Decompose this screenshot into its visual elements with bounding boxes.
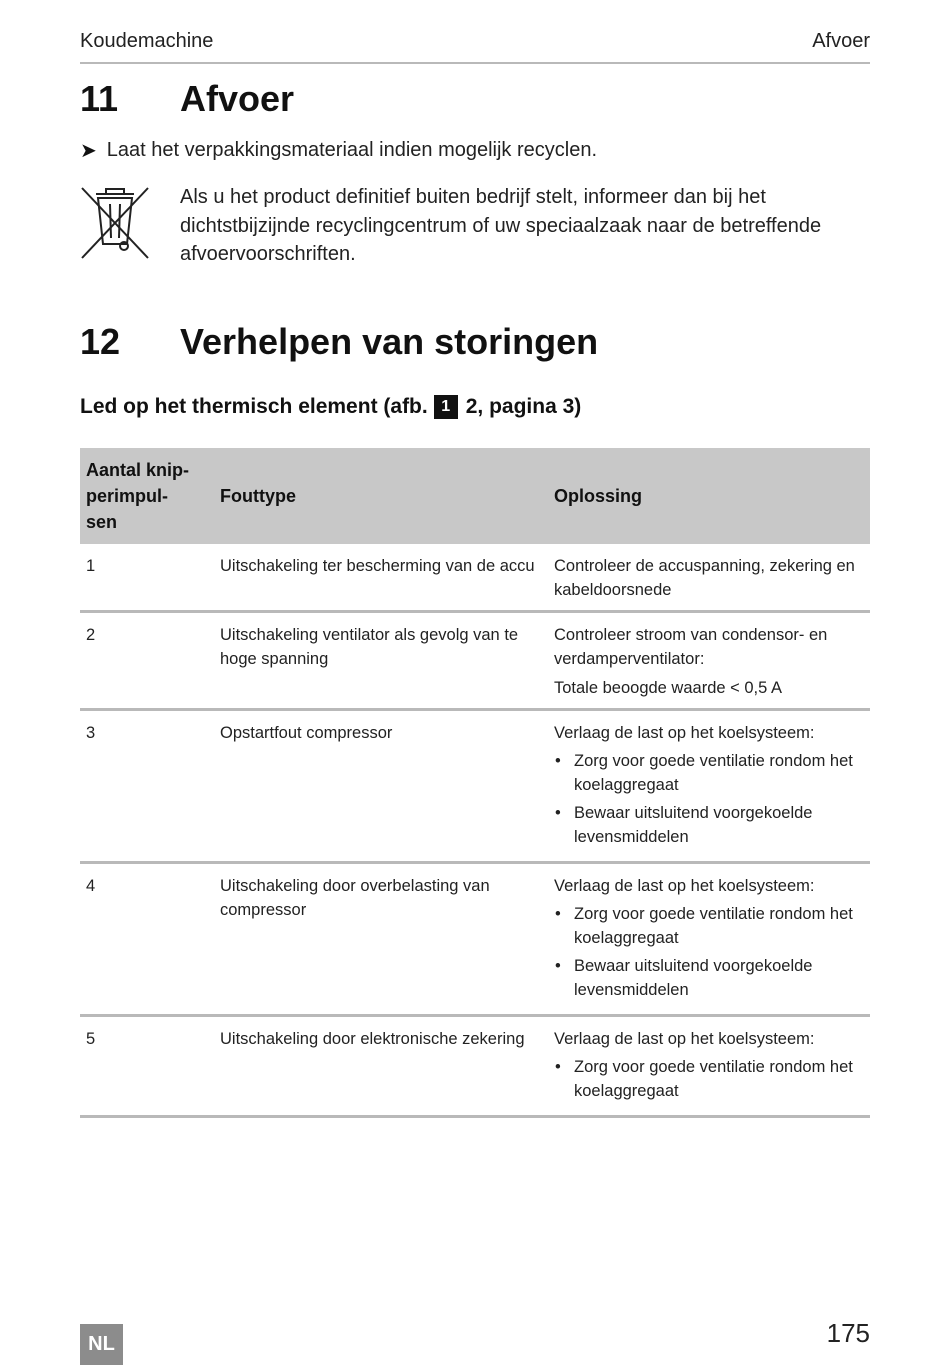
section-11-heading (80, 78, 294, 120)
solution-text: Verlaag de last op het koelsysteem: (554, 1030, 815, 1048)
solution-bullet-item: • Zorg voor goede ventilatie rondom het koelaggregaat (554, 1055, 864, 1103)
solution-cell (548, 710, 870, 863)
header-blink-count (80, 448, 214, 544)
table-header-row (80, 448, 870, 544)
crossed-out-wheelie-bin-icon (80, 186, 150, 260)
solution-bullet-item: • Zorg voor goede ventilatie rondom het koelaggregaat (554, 749, 864, 797)
table-row (80, 612, 870, 710)
figure-reference-badge: 1 (434, 395, 458, 419)
section-title: Verhelpen van storingen (180, 321, 599, 362)
table-row (80, 710, 870, 863)
header-fault-type: Fouttype (214, 448, 548, 544)
fault-type-cell: Uitschakeling door elektronische zekering (214, 1016, 548, 1117)
solution-text: Verlaag de last op het koelsysteem: (554, 877, 815, 895)
section-number: 12 (80, 321, 121, 362)
solution-bullet-list (554, 1055, 864, 1103)
section-title: Afvoer (180, 78, 295, 119)
solution-bullet-item: • Bewaar uitsluitend voorgekoelde levensmiddelen (554, 801, 864, 849)
subheading-suffix: 2, pagina 3) (465, 395, 582, 418)
solution-text: Verlaag de last op het koelsysteem: (554, 724, 815, 742)
fault-type-cell: Uitschakeling ventilator als gevolg van te hoge spanning (214, 612, 548, 710)
language-badge: NL (80, 1324, 123, 1365)
running-header (80, 30, 870, 64)
solution-bullet-item: • Zorg voor goede ventilatie rondom het koelaggregaat (554, 902, 864, 950)
blink-count-cell: 3 (80, 710, 214, 863)
solution-bullet-list (554, 902, 864, 1002)
solution-cell (548, 544, 870, 612)
subheading-prefix: Led op het thermisch element (afb. (80, 395, 428, 418)
header-solution: Oplossing (548, 448, 870, 544)
table-row (80, 544, 870, 612)
solution-text: Controleer stroom van condensor- en verdamperventilator: (554, 626, 828, 668)
fault-type-cell: Opstartfout compressor (214, 710, 548, 863)
led-subheading (80, 395, 581, 419)
blink-count-cell: 2 (80, 612, 214, 710)
instruction-text: Laat het verpakkingsmateriaal indien mogelijk recyclen. (106, 139, 598, 161)
section-number: 11 (80, 78, 119, 119)
header-section: Afvoer (812, 30, 870, 52)
solution-cell (548, 863, 870, 1016)
solution-cell (548, 1016, 870, 1117)
table-row (80, 1016, 870, 1117)
header-chapter: Koudemachine (80, 30, 214, 52)
table-body (80, 544, 870, 1117)
fault-type-cell: Uitschakeling door overbelasting van compressor (214, 863, 548, 1016)
table-row (80, 863, 870, 1016)
solution-bullet-item: • Bewaar uitsluitend voorgekoelde levensmiddelen (554, 954, 864, 1002)
blink-count-cell: 5 (80, 1016, 214, 1117)
solution-text: Controleer de accuspanning, zekering en kabeldoorsnede (554, 557, 855, 599)
troubleshooting-table (80, 448, 870, 1118)
fault-type-cell: Uitschakeling ter bescherming van de accu (214, 544, 548, 612)
header-blink-count-text: Aantal knip- perimpul- sen (86, 460, 190, 532)
disposal-notice: Als u het product definitief buiten bedrijf stelt, informeer dan bij het dichtstbijzijnde recyclingcentrum of uw speciaalzaak naar de betreffende afvoervoorschriften. (180, 186, 822, 265)
solution-cell (548, 612, 870, 710)
arrow-bullet-icon: ➤ (80, 140, 97, 162)
solution-bullet-list (554, 749, 864, 849)
blink-count-cell: 4 (80, 863, 214, 1016)
page-number: 175 (826, 1318, 870, 1348)
blink-count-cell: 1 (80, 544, 214, 612)
solution-text: Totale beoogde waarde < 0,5 A (554, 679, 782, 697)
instruction-step (80, 138, 597, 163)
section-12-heading (80, 321, 598, 363)
